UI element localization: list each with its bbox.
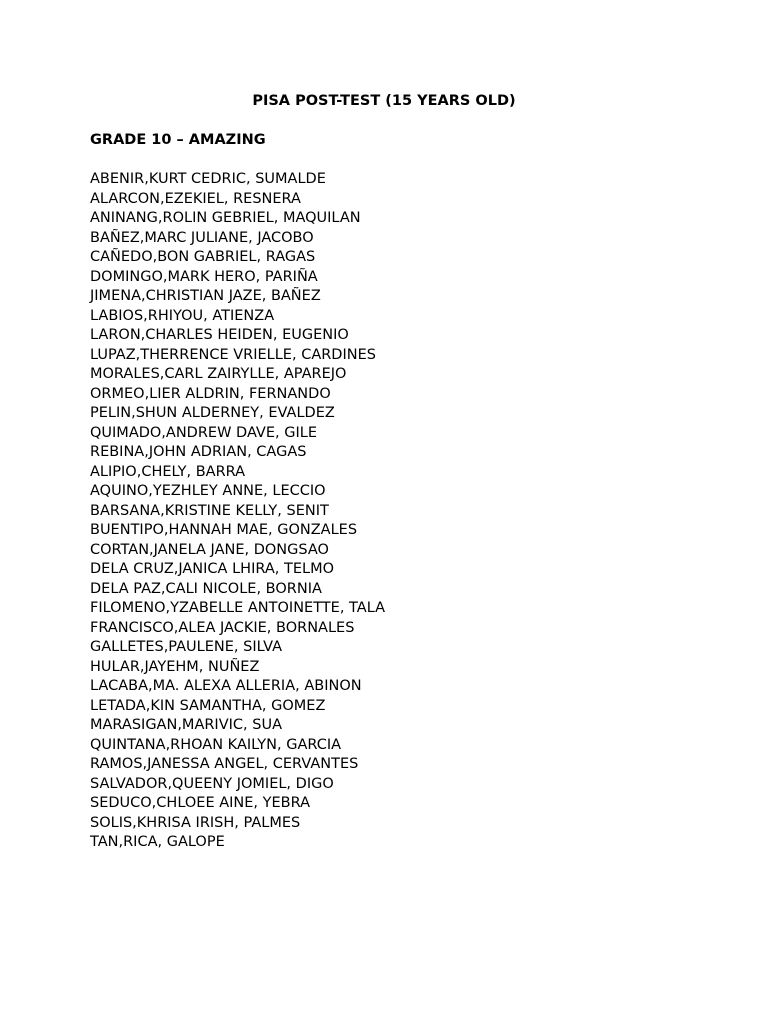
student-name-item: SALVADOR,QUEENY JOMIEL, DIGO — [90, 775, 334, 792]
student-name-item: QUIMADO,ANDREW DAVE, GILE — [90, 424, 317, 441]
student-name-item: LETADA,KIN SAMANTHA, GOMEZ — [90, 697, 326, 714]
student-name-item: GALLETES,PAULENE, SILVA — [90, 639, 282, 655]
student-name-item: ALARCON,EZEKIEL, RESNERA — [90, 190, 301, 207]
student-name-item: RAMOS,JANESSA ANGEL, CERVANTES — [90, 756, 359, 772]
student-name-item: AQUINO,YEZHLEY ANNE, LECCIO — [90, 483, 326, 499]
student-name-item: MARASIGAN,MARIVIC, SUA — [90, 717, 282, 733]
student-name-item: FRANCISCO,ALEA JACKIE, BORNALES — [90, 619, 355, 636]
student-name-item: SEDUCO,CHLOEE AINE, YEBRA — [90, 795, 311, 811]
student-name-item: ANINANG,ROLIN GEBRIEL, MAQUILAN — [90, 210, 361, 226]
student-name-item: ALIPIO,CHELY, BARRA — [90, 463, 246, 480]
document-title: PISA POST-TEST (15 YEARS OLD) — [252, 93, 516, 109]
student-name-item: LABIOS,RHIYOU, ATIENZA — [90, 307, 275, 324]
student-name-item: PELIN,SHUN ALDERNEY, EVALDEZ — [90, 405, 335, 421]
student-name-item: QUINTANA,RHOAN KAILYN, GARCIA — [90, 736, 342, 753]
student-name-item: LACABA,MA. ALEXA ALLERIA, ABINON — [90, 678, 362, 694]
student-name-item: DELA PAZ,CALI NICOLE, BORNIA — [90, 580, 322, 597]
student-name-item: BAÑEZ,MARC JULIANE, JACOBO — [90, 229, 314, 246]
student-name-item: HULAR,JAYEHM, NUÑEZ — [90, 658, 260, 675]
student-name-item: CAÑEDO,BON GABRIEL, RAGAS — [90, 249, 316, 265]
student-name-item: LUPAZ,THERRENCE VRIELLE, CARDINES — [90, 346, 376, 363]
student-name-item: DOMINGO,MARK HERO, PARIÑA — [90, 268, 318, 285]
student-name-item: ABENIR,KURT CEDRIC, SUMALDE — [90, 171, 326, 187]
student-name-item: TAN,RICA, GALOPE — [90, 834, 225, 850]
student-name-list — [90, 170, 385, 853]
student-name-item: DELA CRUZ,JANICA LHIRA, TELMO — [90, 561, 334, 577]
student-name-item: FILOMENO,YZABELLE ANTOINETTE, TALA — [90, 600, 386, 616]
student-name-item: MORALES,CARL ZAIRYLLE, APAREJO — [90, 366, 347, 382]
student-name-item: LARON,CHARLES HEIDEN, EUGENIO — [90, 327, 349, 343]
student-name-item: BARSANA,KRISTINE KELLY, SENIT — [90, 502, 329, 519]
student-name-item: SOLIS,KHRISA IRISH, PALMES — [90, 814, 301, 831]
student-name-item: CORTAN,JANELA JANE, DONGSAO — [90, 541, 329, 558]
student-name-item: JIMENA,CHRISTIAN JAZE, BAÑEZ — [90, 288, 321, 304]
student-name-item: BUENTIPO,HANNAH MAE, GONZALES — [90, 522, 358, 538]
section-heading: GRADE 10 – AMAZING — [90, 132, 266, 148]
student-name-item: REBINA,JOHN ADRIAN, CAGAS — [90, 444, 307, 460]
student-name-item: ORMEO,LIER ALDRIN, FERNANDO — [90, 385, 331, 402]
